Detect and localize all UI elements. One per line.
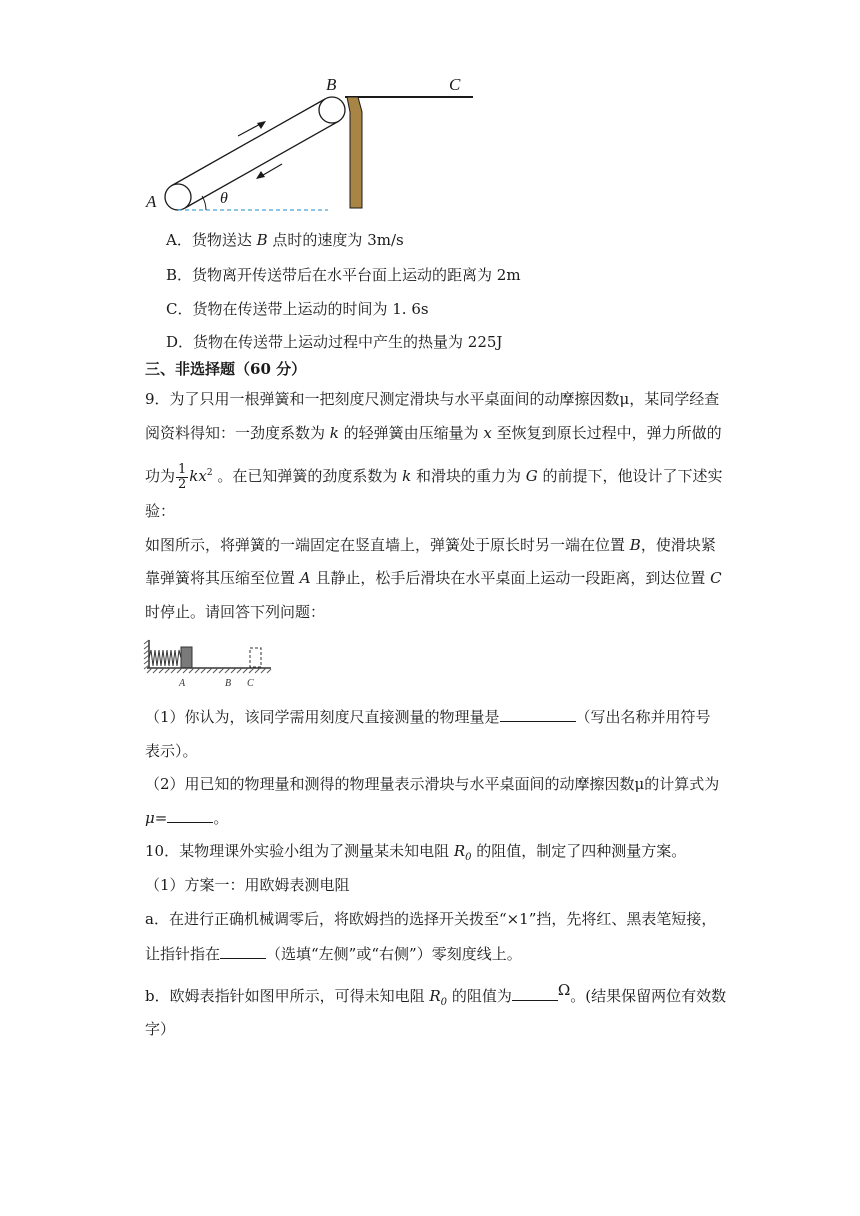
answer-blank-3[interactable] bbox=[220, 942, 266, 959]
q9-line4: 验： bbox=[145, 502, 176, 520]
spring bbox=[149, 650, 181, 666]
slider-block bbox=[181, 647, 192, 668]
q9-sub1-line2: 表示）。 bbox=[145, 742, 198, 760]
q9-line6: 靠弹簧将其压缩至位置 A 且静止，松手后滑块在水平桌面上运动一段距离，到达位置 C bbox=[145, 569, 722, 587]
option-A: A．货物送达 B 点时的速度为 3m/s bbox=[166, 231, 404, 249]
label-B: B bbox=[326, 75, 337, 94]
spring-label-B: B bbox=[225, 678, 232, 689]
answer-blank-4[interactable] bbox=[512, 984, 558, 1001]
q10-line1: 10．某物理课外实验小组为了测量某未知电阻 $R_0$ 的阻值，制定了四种测量方案。 bbox=[145, 842, 687, 863]
q10-plan1: （1）方案一：用欧姆表测电阻 bbox=[145, 876, 350, 894]
q9-line7: 时停止。请回答下列问题： bbox=[145, 603, 326, 621]
slider-block-final bbox=[250, 648, 261, 667]
answer-blank-1[interactable] bbox=[500, 705, 576, 722]
pulley-A bbox=[165, 184, 191, 210]
q10-a-line2: 让指针指在 （选填“左侧”或“右侧”）零刻度线上。 bbox=[145, 942, 522, 965]
q9-sub2-line2: μ= 。 bbox=[145, 806, 228, 829]
q9-sub2-line1: （2）用已知的物理量和测得的物理量表示滑块与水平桌面间的动摩擦因数μ的计算式为 bbox=[145, 775, 720, 793]
q9-line3: 功为 $\frac{1}{2}$ $kx^2$ 。在已知弹簧的劲度系数为 k 和滑块的重力为 G 的前提下，他设计了下述实 bbox=[145, 461, 723, 492]
spring-label-A: A bbox=[179, 678, 186, 689]
pulley-B bbox=[319, 97, 345, 123]
support-post bbox=[347, 97, 362, 208]
q9-sub1-line1: （1）你认为，该同学需用刻度尺直接测量的物理量是 （写出名称并用符号 bbox=[145, 705, 711, 728]
angle-arc bbox=[202, 196, 206, 210]
q10-b-line1: b．欧姆表指针如图甲所示，可得未知电阻 $R_0$ 的阻值为 Ω。(结果保留两位有效数 bbox=[145, 981, 727, 1008]
option-D: D．货物在传送带上运动过程中产生的热量为 225J bbox=[166, 333, 503, 351]
section-title: 三、非选择题（60 分） bbox=[145, 360, 307, 378]
spring-label-C: C bbox=[247, 678, 254, 689]
answer-blank-2[interactable] bbox=[167, 806, 213, 823]
q9-line5: 如图所示，将弹簧的一端固定在竖直墙上，弹簧处于原长时另一端在位置 B，使滑块紧 bbox=[145, 536, 716, 554]
conveyor-belt-figure bbox=[140, 70, 480, 220]
q10-b-line2: 字） bbox=[145, 1020, 176, 1038]
option-B: B．货物离开传送带后在水平台面上运动的距离为 2m bbox=[166, 266, 521, 284]
option-C: C．货物在传送带上运动的时间为 1. 6s bbox=[166, 300, 429, 318]
label-theta: θ bbox=[220, 190, 228, 207]
spring-figure bbox=[143, 636, 273, 692]
q9-line2: 阅资料得知：一劲度系数为 k 的轻弹簧由压缩量为 x 至恢复到原长过程中，弹力所做的 bbox=[145, 424, 722, 442]
label-C: C bbox=[449, 75, 461, 94]
label-A: A bbox=[146, 192, 157, 211]
fraction-half: $\frac{1}{2}$ bbox=[178, 461, 187, 492]
q9-line1: 9．为了只用一根弹簧和一把刻度尺测定滑块与水平桌面间的动摩擦因数μ，某同学经查 bbox=[145, 390, 720, 408]
q10-a-line1: a．在进行正确机械调零后，将欧姆挡的选择开关拨至“×1”挡，先将红、黑表笔短接， bbox=[145, 910, 717, 928]
